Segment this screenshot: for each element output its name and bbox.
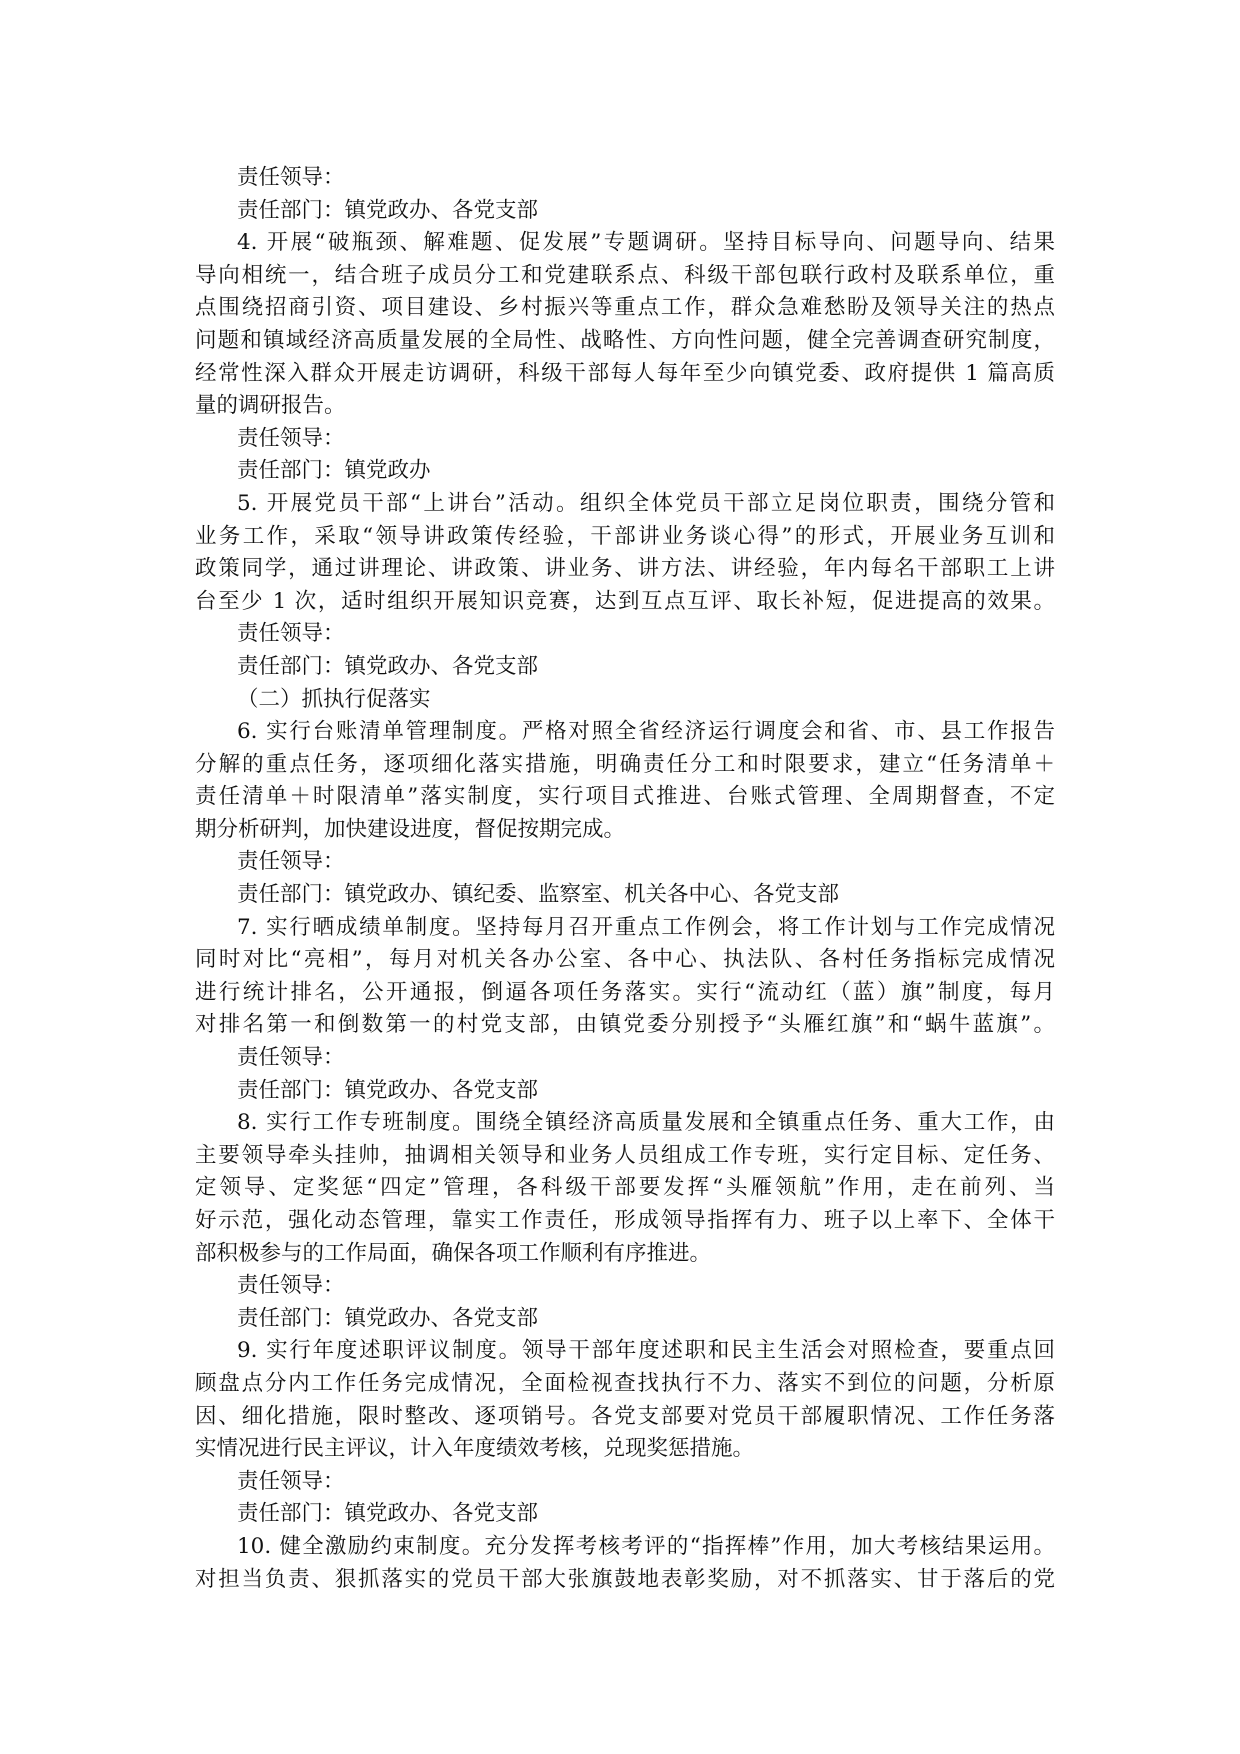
text-line: 经常性深入群众开展走访调研，科级干部每人每年至少向镇党委、政府提供 1 篇高质 (195, 360, 1055, 386)
text-line: 定领导、定奖惩“四定”管理，各科级干部要发挥“头雁领航”作用，走在前列、当 (195, 1175, 1055, 1201)
text-line: 责任领导： (237, 621, 345, 647)
text-line: 8. 实行工作专班制度。围绕全镇经济高质量发展和全镇重点任务、重大工作，由 (237, 1110, 1055, 1136)
text-line: 期分析研判，加快建设进度，督促按期完成。 (195, 816, 626, 842)
text-line: 责任领导： (237, 425, 345, 451)
text-line: 责任部门：镇党政办、各党支部 (237, 1305, 539, 1331)
text-line: 顾盘点分内工作任务完成情况，全面检视查找执行不力、落实不到位的问题，分析原 (195, 1370, 1055, 1396)
text-line: 责任部门：镇党政办 (237, 458, 431, 484)
text-line: 对排名第一和倒数第一的村党支部，由镇党委分别授予“头雁红旗”和“蜗牛蓝旗”。 (195, 1012, 1055, 1038)
text-line: 政策同学，通过讲理论、讲政策、讲业务、讲方法、讲经验，年内每名干部职工上讲 (195, 556, 1055, 582)
text-line: 10. 健全激励约束制度。充分发挥考核考评的“指挥棒”作用，加大考核结果运用。 (237, 1533, 1055, 1559)
text-line: 责任领导： (237, 1468, 345, 1494)
text-line: 责任部门：镇党政办、各党支部 (237, 653, 539, 679)
text-line: 进行统计排名，公开通报，倒逼各项任务落实。实行“流动红（蓝）旗”制度，每月 (195, 979, 1055, 1005)
text-line: 5. 开展党员干部“上讲台”活动。组织全体党员干部立足岗位职责，围绕分管和 (237, 490, 1055, 516)
text-line: 问题和镇域经济高质量发展的全局性、战略性、方向性问题，健全完善调查研究制度， (195, 327, 1055, 353)
text-line: 主要领导牵头挂帅，抽调相关领导和业务人员组成工作专班，实行定目标、定任务、 (195, 1142, 1055, 1168)
text-line: 台至少 1 次，适时组织开展知识竞赛，达到互点互评、取长补短，促进提高的效果。 (195, 588, 1055, 614)
text-line: 9. 实行年度述职评议制度。领导干部年度述职和民主生活会对照检查，要重点回 (237, 1338, 1055, 1364)
text-line: 责任清单＋时限清单”落实制度，实行项目式推进、台账式管理、全周期督查，不定 (195, 784, 1055, 810)
document-body (195, 162, 1055, 1596)
text-line: 实情况进行民主评议，计入年度绩效考核，兑现奖惩措施。 (195, 1436, 755, 1462)
text-line: 点围绕招商引资、项目建设、乡村振兴等重点工作，群众急难愁盼及领导关注的热点 (195, 295, 1055, 321)
text-line: 6. 实行台账清单管理制度。严格对照全省经济运行调度会和省、市、县工作报告 (237, 719, 1055, 745)
text-line: 7. 实行晒成绩单制度。坚持每月召开重点工作例会，将工作计划与工作完成情况 (237, 914, 1055, 940)
text-line: 因、细化措施，限时整改、逐项销号。各党支部要对党员干部履职情况、工作任务落 (195, 1403, 1055, 1429)
text-line: 部积极参与的工作局面，确保各项工作顺利有序推进。 (195, 1240, 712, 1266)
text-line: 责任领导： (237, 165, 345, 190)
text-line: （二）抓执行促落实 (237, 686, 431, 712)
text-line: 责任部门：镇党政办、各党支部 (237, 1077, 539, 1103)
text-line: 导向相统一，结合班子成员分工和党建联系点、科级干部包联行政村及联系单位，重 (195, 262, 1055, 288)
text-line: 分解的重点任务，逐项细化落实措施，明确责任分工和时限要求，建立“任务清单＋ (195, 751, 1055, 777)
text-line: 对担当负责、狠抓落实的党员干部大张旗鼓地表彰奖励，对不抓落实、甘于落后的党 (195, 1566, 1055, 1592)
text-line: 责任部门：镇党政办、镇纪委、监察室、机关各中心、各党支部 (237, 882, 840, 908)
text-line: 量的调研报告。 (195, 393, 346, 419)
text-line: 责任领导： (237, 849, 345, 875)
text-line: 4. 开展“破瓶颈、解难题、促发展”专题调研。坚持目标导向、问题导向、结果 (237, 230, 1055, 256)
text-line: 业务工作，采取“领导讲政策传经验，干部讲业务谈心得”的形式，开展业务互训和 (195, 523, 1055, 549)
text-line: 责任部门：镇党政办、各党支部 (237, 1501, 539, 1527)
text-line: 同时对比“亮相”，每月对机关各办公室、各中心、执法队、各村任务指标完成情况 (195, 947, 1055, 973)
text-line: 好示范，强化动态管理，靠实工作责任，形成领导指挥有力、班子以上率下、全体干 (195, 1208, 1055, 1233)
text-line: 责任领导： (237, 1273, 345, 1299)
text-line: 责任领导： (237, 1045, 345, 1071)
text-line: 责任部门：镇党政办、各党支部 (237, 197, 539, 223)
